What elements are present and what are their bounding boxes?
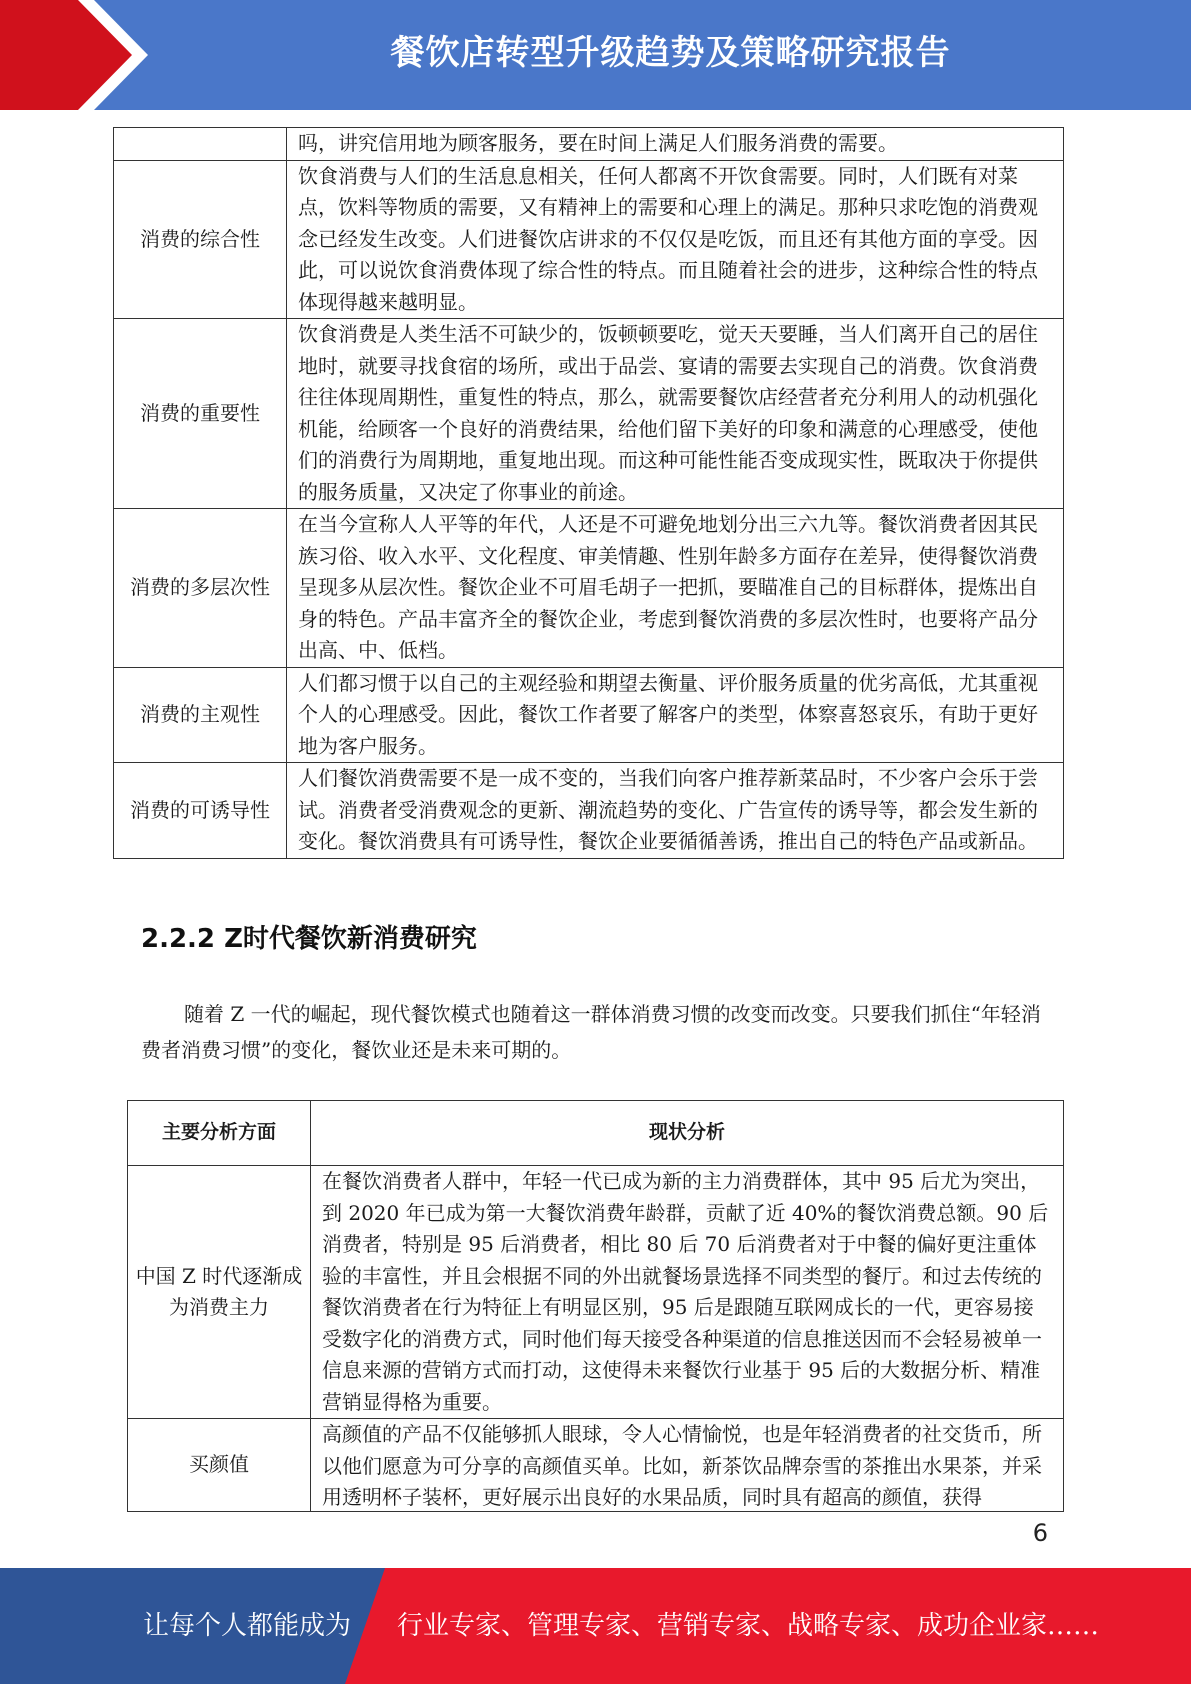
table-cell-label: 消费的综合性 bbox=[114, 160, 287, 319]
footer-slogan-left: 让每个人都能成为 bbox=[143, 1611, 352, 1641]
table-cell-label: 买颜值 bbox=[128, 1419, 311, 1512]
table-row bbox=[114, 763, 1064, 859]
table-row bbox=[114, 319, 1064, 509]
table-row bbox=[128, 1419, 1064, 1512]
section-intro-paragraph: 随着 Z 一代的崛起，现代餐饮模式也随着这一群体消费习惯的改变而改变。只要我们抓住“年轻消费者消费习惯”的变化，餐饮业还是未来可期的。 bbox=[141, 1002, 1041, 1062]
footer-banner bbox=[0, 1568, 1191, 1684]
page-number: 6 bbox=[1032, 1519, 1048, 1547]
document-title: 餐饮店转型升级趋势及策略研究报告 bbox=[390, 33, 951, 73]
table-cell-label: 消费的可诱导性 bbox=[114, 763, 287, 859]
header-arrow-graphic bbox=[0, 0, 160, 110]
table-header-row bbox=[128, 1101, 1064, 1166]
header-banner bbox=[0, 0, 1191, 110]
table-cell-label bbox=[114, 128, 287, 161]
table-cell-text: 饮食消费与人们的生活息息相关，任何人都离不开饮食需要。同时，人们既有对菜点，饮料等物质的需要，又有精神上的需要和心理上的满足。那种只求吃饱的消费观念已经发生改变。人们进餐饮店讲求的不仅仅是吃饭，而且还有其他方面的享受。因此，可以说饮食消费体现了综合性的特点。而且随着社会的进步，这种综合性的特点体现得越来越明显。 bbox=[287, 160, 1064, 319]
table-cell-label: 消费的主观性 bbox=[114, 667, 287, 763]
table-cell-text: 吗，讲究信用地为顾客服务，要在时间上满足人们服务消费的需要。 bbox=[287, 128, 1064, 161]
table-row bbox=[128, 1166, 1064, 1419]
gen-z-analysis-table bbox=[127, 1100, 1064, 1512]
table-header-analysis: 现状分析 bbox=[311, 1101, 1064, 1166]
consumption-traits-table bbox=[113, 127, 1064, 859]
table-cell-label: 消费的多层次性 bbox=[114, 509, 287, 668]
table-row bbox=[114, 160, 1064, 319]
footer-slogan-right: 行业专家、管理专家、营销专家、战略专家、成功企业家…… bbox=[397, 1611, 1100, 1641]
table-cell-text: 在当今宣称人人平等的年代，人还是不可避免地划分出三六九等。餐饮消费者因其民族习俗、收入水平、文化程度、审美情趣、性别年龄多方面存在差异，使得餐饮消费呈现多从层次性。餐饮企业不可眉毛胡子一把抓，要瞄准自己的目标群体，提炼出自身的特色。产品丰富齐全的餐饮企业，考虑到餐饮消费的多层次性时，也要将产品分出高、中、低档。 bbox=[287, 509, 1064, 668]
table-row bbox=[114, 509, 1064, 668]
table-cell-text-container bbox=[311, 1419, 1064, 1512]
table-cell-text: 人们餐饮消费需要不是一成不变的，当我们向客户推荐新菜品时，不少客户会乐于尝试。消费者受消费观念的更新、潮流趋势的变化、广告宣传的诱导等，都会发生新的变化。餐饮消费具有可诱导性，餐饮企业要循循善诱，推出自己的特色产品或新品。 bbox=[287, 763, 1064, 859]
table-row bbox=[114, 128, 1064, 161]
table-cell-text: 饮食消费是人类生活不可缺少的，饭顿顿要吃，觉天天要睡，当人们离开自己的居住地时，就要寻找食宿的场所，或出于品尝、宴请的需要去实现自己的消费。饮食消费往往体现周期性，重复性的特点，那么，就需要餐饮店经营者充分利用人的动机强化机能，给顾客一个良好的消费结果，给他们留下美好的印象和满意的心理感受，使他们的消费行为周期地，重复地出现。而这种可能性能否变成现实性，既取决于你提供的服务质量，又决定了你事业的前途。 bbox=[287, 319, 1064, 509]
table-cell-text: 在餐饮消费者人群中，年轻一代已成为新的主力消费群体，其中 95 后尤为突出，到 2020 年已成为第一大餐饮消费年龄群，贡献了近 40%的餐饮消费总额。90 后消费者，特别是 95 后消费者，相比 80 后 70 后消费者对于中餐的偏好更注重体验的丰富性，并且会根据不同的外出就餐场景选择不同类型的餐厅。和过去传统的餐饮消费者在行为特征上有明显区别，95 后是跟随互联网成长的一代，更容易接受数字化的消费方式，同时他们每天接受各种渠道的信息推送因而不会轻易被单一信息来源的营销方式而打动，这使得未来餐饮行业基于 95 后的大数据分析、精准营销显得格为重要。 bbox=[311, 1166, 1064, 1419]
table-cell-text: 人们都习惯于以自己的主观经验和期望去衡量、评价服务质量的优劣高低，尤其重视个人的心理感受。因此，餐饮工作者要了解客户的类型，体察喜怒哀乐，有助于更好地为客户服务。 bbox=[287, 667, 1064, 763]
table-cell-label: 消费的重要性 bbox=[114, 319, 287, 509]
table-header-aspect: 主要分析方面 bbox=[128, 1101, 311, 1166]
section-heading: 2.2.2 Z时代餐饮新消费研究 bbox=[141, 924, 477, 954]
table-cell-text: 高颜值的产品不仅能够抓人眼球，令人心情愉悦，也是年轻消费者的社交货币，所以他们愿意为可分享的高颜值买单。比如，新茶饮品牌奈雪的茶推出水果茶，并采用透明杯子装杯，更好展示出良好的水果品质，同时具有超高的颜值，获得 bbox=[322, 1422, 1042, 1509]
table-cell-label: 中国 Z 时代逐渐成为消费主力 bbox=[128, 1166, 311, 1419]
table-row bbox=[114, 667, 1064, 763]
